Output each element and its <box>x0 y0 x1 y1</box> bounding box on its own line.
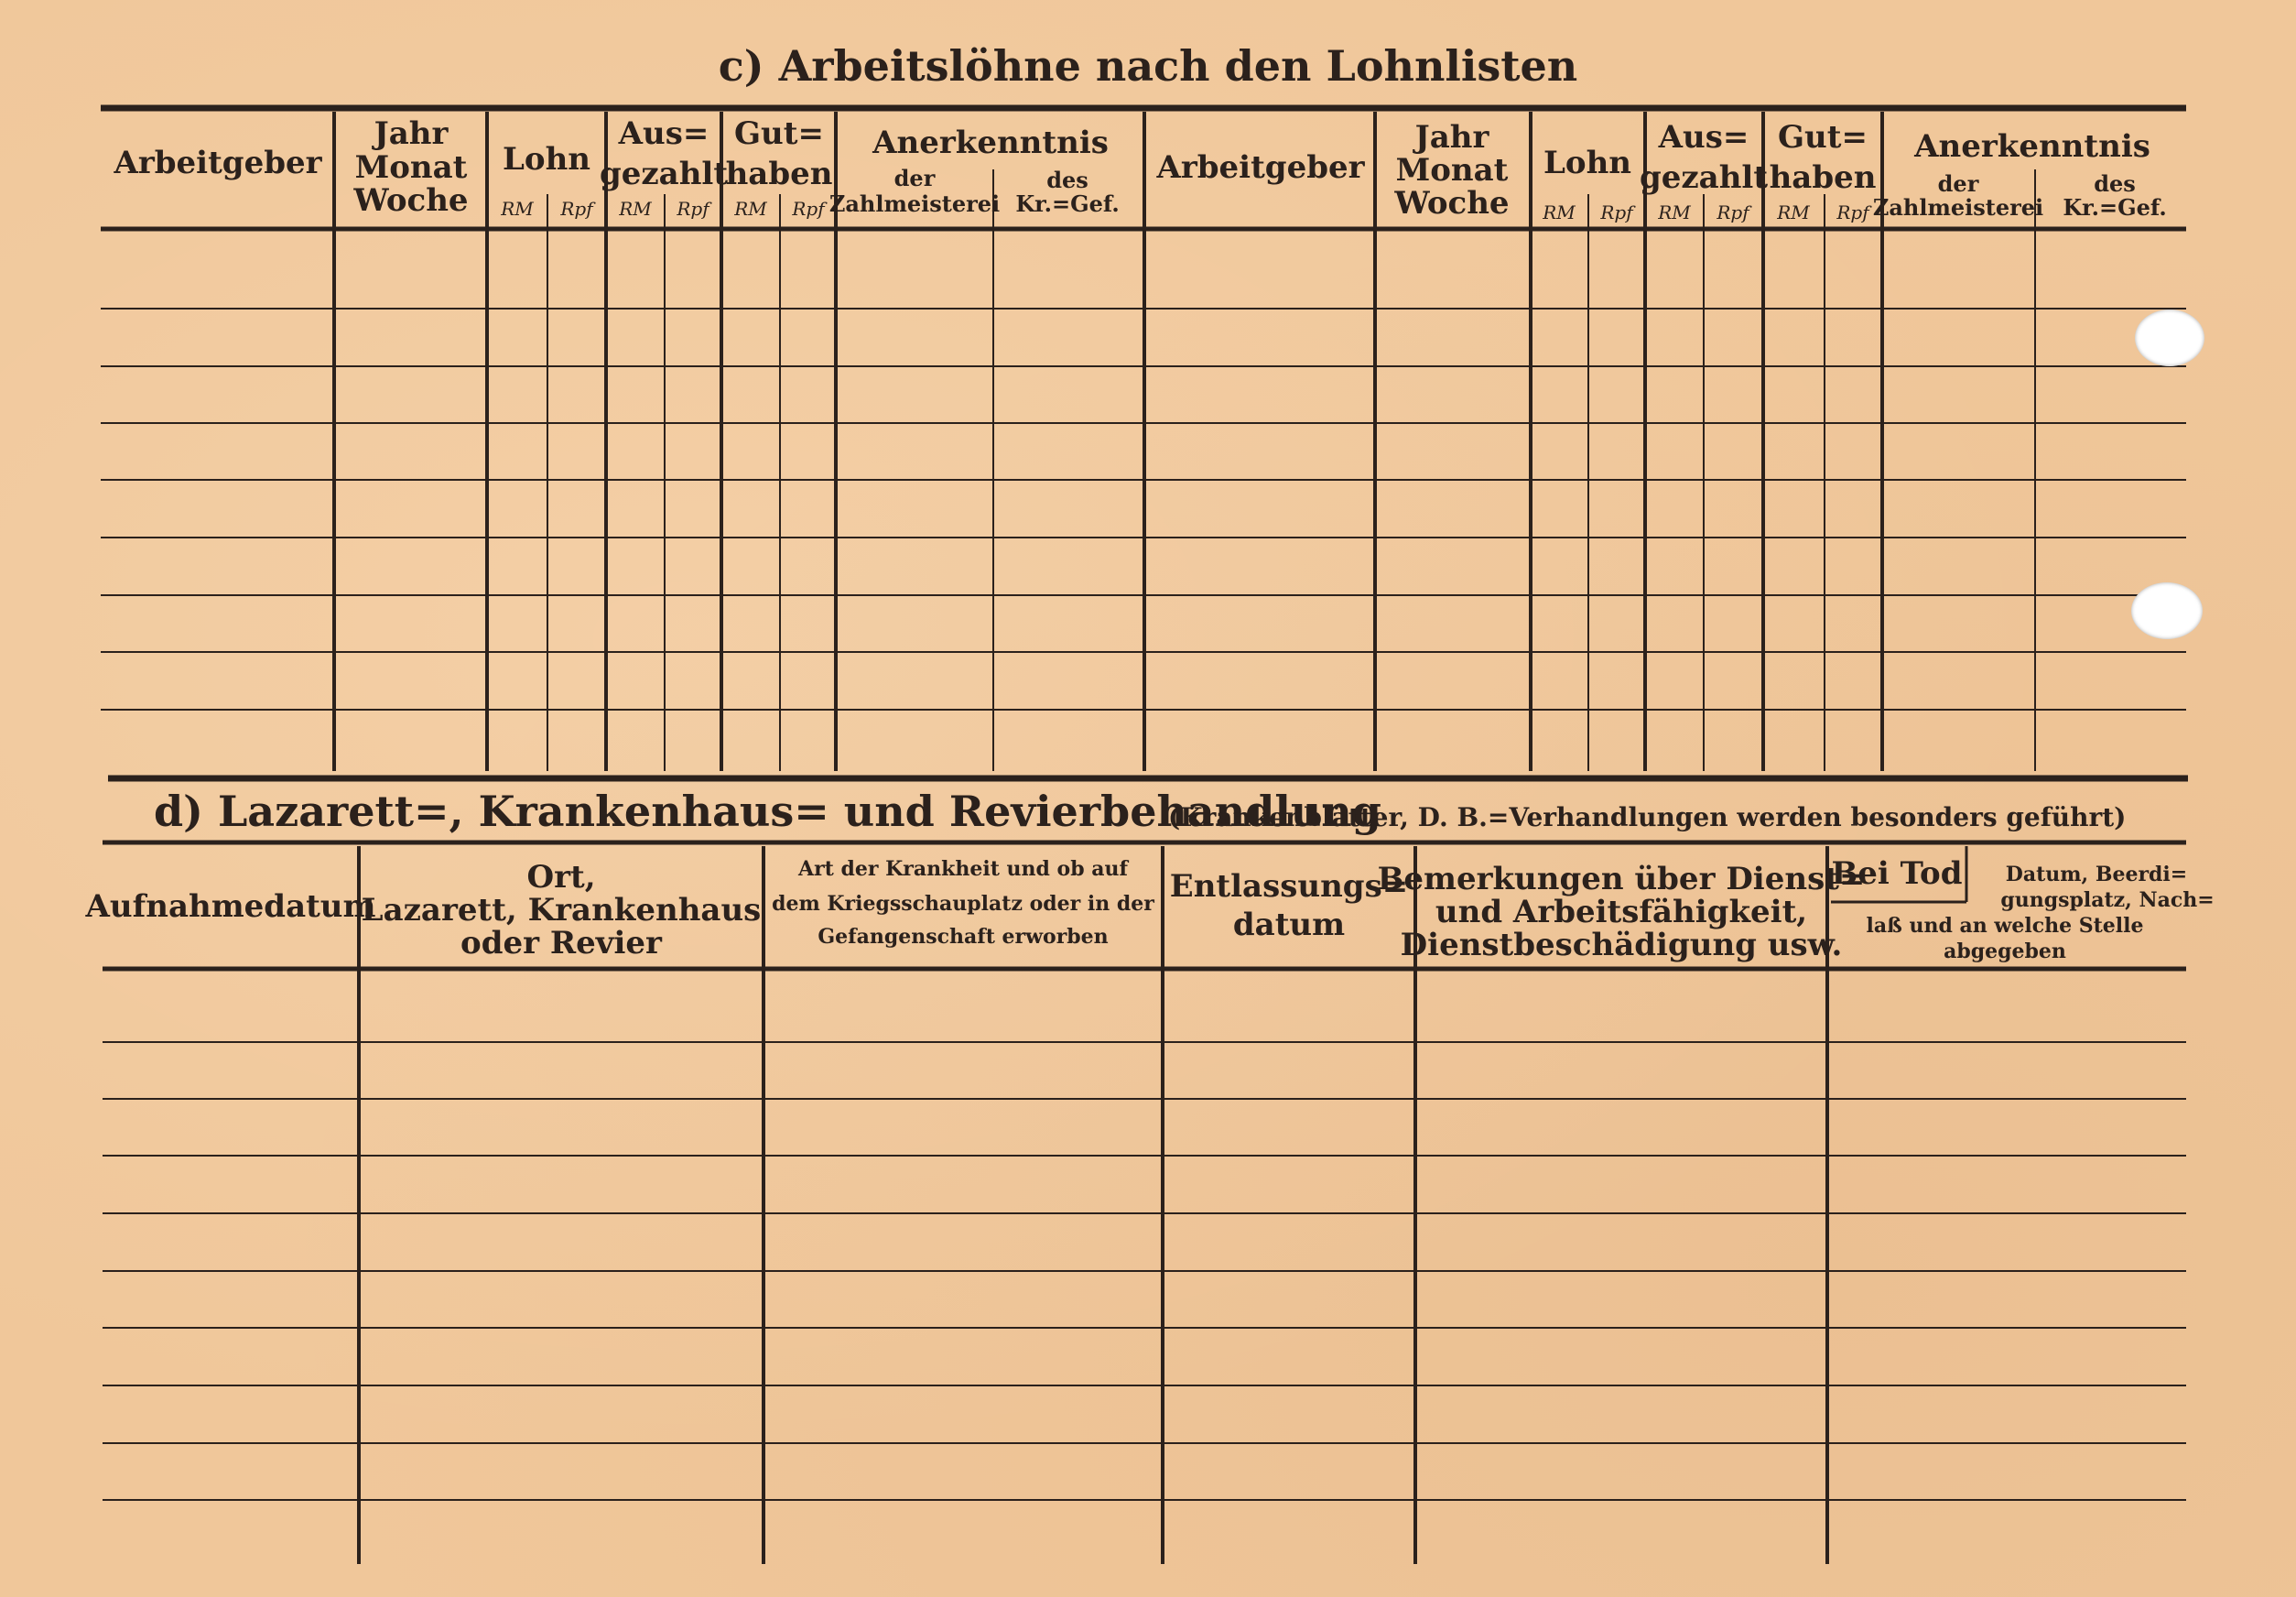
header-bei-tod: Bei Tod <box>1831 855 1963 892</box>
header-bemerkungen-line1: Bemerkungen über Dienst= <box>1377 861 1866 897</box>
punch-hole-bottom <box>2131 582 2203 639</box>
header-gezahlt-right: gezahlt <box>1639 159 1769 196</box>
header-datum-line3: laß und an welche Stelle <box>1866 914 2144 938</box>
header-woche-left: Woche <box>353 182 469 219</box>
unit-rpf-lohn-right: Rpf <box>1600 201 1633 223</box>
unit-rm-gut-left: RM <box>734 198 767 220</box>
header-bemerkungen-line3: Dienstbeschädigung usw. <box>1400 927 1843 963</box>
header-der-right: der <box>1937 170 1979 197</box>
header-datum-line2: gungsplatz, Nach= <box>2000 888 2215 912</box>
header-des-right: des <box>2094 170 2136 197</box>
header-des-left: des <box>1046 167 1088 193</box>
header-gut-left: Gut= <box>734 115 824 152</box>
header-ort-line3: oder Revier <box>460 925 662 961</box>
header-zahlmeisterei-left: Zahlmeisterei <box>829 190 1001 217</box>
unit-rpf-gut-right: Rpf <box>1836 201 1869 223</box>
section-d-title: d) Lazarett=, Krankenhaus= und Revierbehandlung <box>154 787 1381 836</box>
header-art-line2: dem Kriegsschauplatz oder in der <box>772 892 1154 916</box>
header-ort-line2: Lazarett, Krankenhaus <box>361 892 762 929</box>
unit-rm-lohn-left: RM <box>501 198 534 220</box>
header-woche-right: Woche <box>1394 185 1510 222</box>
header-aus-left: Aus= <box>618 115 709 152</box>
header-gut-right: Gut= <box>1778 119 1868 156</box>
header-ort-line1: Ort, <box>526 859 596 896</box>
unit-rpf-gut-left: Rpf <box>792 198 825 220</box>
section-c-title: c) Arbeitslöhne nach den Lohnlisten <box>718 41 1578 91</box>
header-zahlmeisterei-right: Zahlmeisterei <box>1872 194 2044 221</box>
header-art-line1: Art der Krankheit und ob auf <box>798 857 1128 881</box>
unit-rm-aus-right: RM <box>1658 201 1691 223</box>
header-entlassung-line1: Entlassungs= <box>1169 868 1409 905</box>
header-der-left: der <box>893 165 936 191</box>
header-datum-line1: Datum, Beerdi= <box>2005 863 2188 886</box>
header-monat-left: Monat <box>354 149 468 186</box>
header-arbeitgeber-left: Arbeitgeber <box>114 145 322 181</box>
header-haben-left: haben <box>725 156 833 192</box>
header-anerkenntnis-left: Anerkenntnis <box>872 125 1109 161</box>
header-jahr-left: Jahr <box>374 115 449 152</box>
header-krgef-left: Kr.=Gef. <box>1015 190 1120 217</box>
header-datum-line4: abgegeben <box>1944 940 2066 963</box>
unit-rm-aus-left: RM <box>619 198 652 220</box>
header-art-line3: Gefangenschaft erworben <box>818 925 1109 949</box>
header-aus-right: Aus= <box>1658 119 1749 156</box>
unit-rm-lohn-right: RM <box>1543 201 1576 223</box>
unit-rpf-aus-left: Rpf <box>677 198 709 220</box>
unit-rm-gut-right: RM <box>1777 201 1810 223</box>
header-aufnahmedatum: Aufnahmedatum <box>85 888 376 925</box>
header-entlassung-line2: datum <box>1232 907 1346 943</box>
header-lohn-right: Lohn <box>1543 145 1632 181</box>
header-monat-right: Monat <box>1395 152 1509 189</box>
header-lohn-left: Lohn <box>502 141 591 178</box>
section-d-note: (Krankenblätter, D. B.=Verhandlungen werden besonders geführt) <box>1168 802 2127 832</box>
unit-rpf-lohn-left: Rpf <box>560 198 593 220</box>
header-arbeitgeber-right: Arbeitgeber <box>1156 149 1365 186</box>
header-anerkenntnis-right: Anerkenntnis <box>1914 128 2150 165</box>
header-krgef-right: Kr.=Gef. <box>2063 194 2167 221</box>
header-jahr-right: Jahr <box>1414 119 1489 156</box>
header-gezahlt-left: gezahlt <box>599 156 729 192</box>
unit-rpf-aus-right: Rpf <box>1717 201 1749 223</box>
header-haben-right: haben <box>1769 159 1877 196</box>
punch-hole-top <box>2135 310 2204 366</box>
header-bemerkungen-line2: und Arbeitsfähigkeit, <box>1435 894 1808 930</box>
